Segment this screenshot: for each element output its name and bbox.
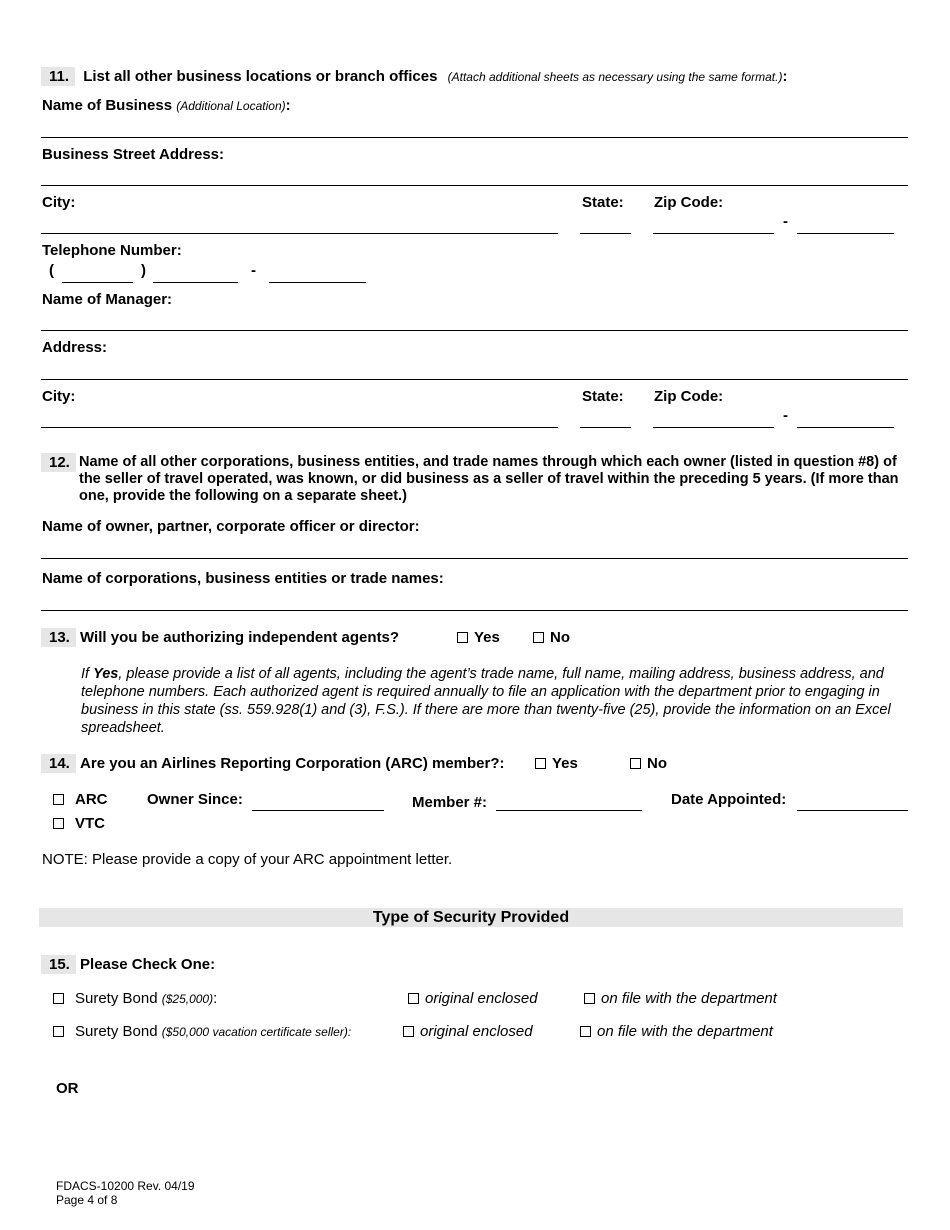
bond1-option[interactable] xyxy=(53,990,217,1007)
q12-number: 12. xyxy=(41,453,76,472)
city-label: City: xyxy=(42,194,76,211)
q13-no-label: No xyxy=(550,629,570,646)
phone-open-paren: ( xyxy=(49,262,54,279)
phone-line-field[interactable] xyxy=(269,282,366,283)
q13-info-text: , please provide a list of all agents, including the agent’s trade name, full name, mailing address, business address, and telephone numbers. Each authorized agent is required annually to file an application with the department prior to engaging in business in this state (ss. 559.928(1) and (3), F.S.). If there are more than twenty-five (25), provide the information on an Excel spreadsheet. xyxy=(81,666,891,736)
bond2-onfile-label: on file with the department xyxy=(597,1023,773,1040)
phone-close-paren: ) xyxy=(141,262,146,279)
bond2-note: ($50,000 vacation certificate seller): xyxy=(161,1025,352,1039)
page-number: Page 4 of 8 xyxy=(56,1193,118,1207)
q14-question: Are you an Airlines Reporting Corporation (ARC) member?: xyxy=(80,755,505,772)
q15-title: Please Check One: xyxy=(80,956,216,973)
q13-yes-label: Yes xyxy=(474,629,500,646)
q13-yes-checkbox[interactable] xyxy=(457,632,468,643)
state-label: State: xyxy=(582,194,624,211)
bond1-colon: : xyxy=(213,990,218,1007)
q12-number-wrap xyxy=(41,454,76,471)
phone-area-field[interactable] xyxy=(62,282,133,283)
bond2-onfile-option[interactable] xyxy=(580,1023,773,1040)
q11-colon: : xyxy=(782,68,788,85)
q14-no-label: No xyxy=(647,755,667,772)
zip2-field[interactable] xyxy=(653,427,774,428)
bond1-original-label: original enclosed xyxy=(425,990,538,1007)
q11-number: 11. xyxy=(41,67,75,86)
name-business-field[interactable] xyxy=(41,137,908,138)
bond1-original-option[interactable] xyxy=(408,990,538,1007)
bond2-option[interactable] xyxy=(53,1023,351,1040)
q13-no-checkbox[interactable] xyxy=(533,632,544,643)
arc-checkbox[interactable] xyxy=(53,794,64,805)
bond1-onfile-option[interactable] xyxy=(584,990,777,1007)
bond1-onfile-label: on file with the department xyxy=(601,990,777,1007)
vtc-label: VTC xyxy=(75,815,105,832)
zip-dash: - xyxy=(783,213,788,230)
vtc-option[interactable] xyxy=(53,815,105,832)
zip2-label: Zip Code: xyxy=(654,388,724,405)
bond2-original-option[interactable] xyxy=(403,1023,533,1040)
q14-yes-option[interactable] xyxy=(535,755,578,772)
arc-label: ARC xyxy=(75,791,108,808)
q11-title: List all other business locations or branch offices xyxy=(83,68,438,85)
q15-number: 15. xyxy=(41,955,76,974)
entities-label: Name of corporations, business entities or trade names: xyxy=(42,570,444,587)
bond1-onfile-checkbox[interactable] xyxy=(584,993,595,1004)
phone-dash: - xyxy=(251,262,256,279)
state2-field[interactable] xyxy=(580,427,631,428)
zip-label: Zip Code: xyxy=(654,194,724,211)
name-business-label: Name of Business (Additional Location): xyxy=(42,97,291,114)
q11-note: (Attach additional sheets as necessary using the same format.) xyxy=(447,70,783,84)
bond2-original-label: original enclosed xyxy=(420,1023,533,1040)
member-field[interactable] xyxy=(496,810,642,811)
state-field[interactable] xyxy=(580,233,631,234)
or-label: OR xyxy=(56,1080,79,1097)
owner-since-label: Owner Since: xyxy=(147,791,243,808)
zip2-dash: - xyxy=(783,407,788,424)
q14-no-checkbox[interactable] xyxy=(630,758,641,769)
phone-label: Telephone Number: xyxy=(42,242,182,259)
zip-ext-field[interactable] xyxy=(797,233,894,234)
entities-field[interactable] xyxy=(41,610,908,611)
q13-info-prefix: If xyxy=(81,666,94,682)
q13-number: 13. xyxy=(41,628,76,647)
date-appointed-label: Date Appointed: xyxy=(671,791,787,808)
owner-field[interactable] xyxy=(41,558,908,559)
q13-info xyxy=(81,665,911,737)
bond2-original-checkbox[interactable] xyxy=(403,1026,414,1037)
bond1-checkbox[interactable] xyxy=(53,993,64,1004)
vtc-checkbox[interactable] xyxy=(53,818,64,829)
q13-question: Will you be authorizing independent agents? xyxy=(80,629,400,646)
address-label: Address: xyxy=(42,339,108,356)
bond2-onfile-checkbox[interactable] xyxy=(580,1026,591,1037)
q11-heading xyxy=(41,68,787,85)
state2-label: State: xyxy=(582,388,624,405)
q14-yes-checkbox[interactable] xyxy=(535,758,546,769)
city-field[interactable] xyxy=(41,233,558,234)
manager-label: Name of Manager: xyxy=(42,291,173,308)
date-appointed-field[interactable] xyxy=(797,810,908,811)
address-field[interactable] xyxy=(41,379,908,380)
arc-option[interactable] xyxy=(53,791,108,808)
q13-yes-option[interactable] xyxy=(457,629,500,646)
q13-info-yes: Yes xyxy=(93,666,119,682)
q14-yes-label: Yes xyxy=(552,755,578,772)
phone-prefix-field[interactable] xyxy=(153,282,238,283)
q13-heading xyxy=(41,629,399,646)
q14-number: 14. xyxy=(41,754,76,773)
street-label: Business Street Address: xyxy=(42,146,225,163)
zip-field[interactable] xyxy=(653,233,774,234)
bond2-label: Surety Bond xyxy=(75,1023,158,1040)
security-heading: Type of Security Provided xyxy=(39,908,903,927)
bond1-original-checkbox[interactable] xyxy=(408,993,419,1004)
bond2-checkbox[interactable] xyxy=(53,1026,64,1037)
zip2-ext-field[interactable] xyxy=(797,427,894,428)
bond1-note: ($25,000) xyxy=(161,992,214,1006)
name-business-note: (Additional Location) xyxy=(176,99,286,113)
arc-note: NOTE: Please provide a copy of your ARC appointment letter. xyxy=(42,851,453,868)
city2-field[interactable] xyxy=(41,427,558,428)
manager-field[interactable] xyxy=(41,330,908,331)
member-label: Member #: xyxy=(412,794,488,811)
q12-text: Name of all other corporations, business entities, and trade names through which each owner (listed in question #8) of the seller of travel operated, was known, or did business as a seller of travel within the preceding 5 years. (If more than one, provide the following on a separate sheet.) xyxy=(79,454,899,504)
q15-heading xyxy=(41,956,215,973)
form-id: FDACS-10200 Rev. 04/19 xyxy=(56,1179,195,1193)
bond1-label: Surety Bond xyxy=(75,990,158,1007)
q13-no-option[interactable] xyxy=(533,629,570,646)
owner-since-field[interactable] xyxy=(252,810,384,811)
city2-label: City: xyxy=(42,388,76,405)
owner-label: Name of owner, partner, corporate officer or director: xyxy=(42,518,420,535)
street-field[interactable] xyxy=(41,185,908,186)
name-business-text: Name of Business xyxy=(42,97,173,114)
q14-no-option[interactable] xyxy=(630,755,667,772)
q14-heading xyxy=(41,755,505,772)
